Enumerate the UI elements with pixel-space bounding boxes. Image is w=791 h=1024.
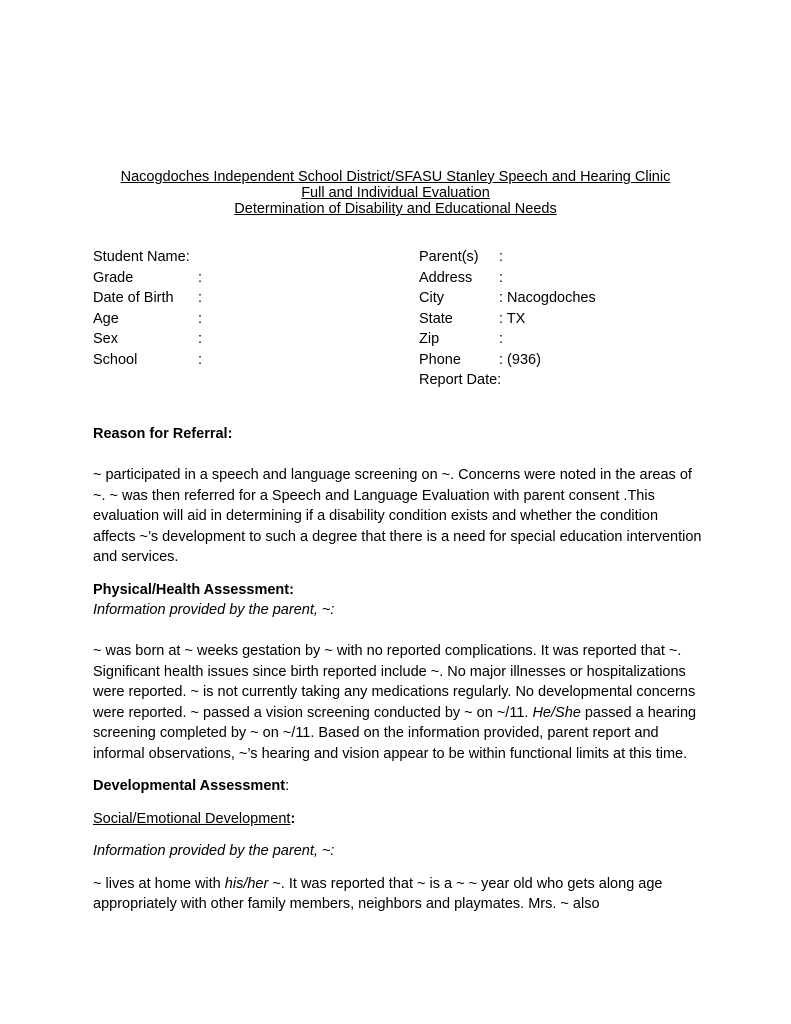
developmental-heading: Developmental Assessment	[93, 778, 286, 794]
document-header	[0, 169, 791, 217]
developmental-subheading: Information provided by the parent, ~:	[93, 843, 335, 859]
parents-value: :	[499, 249, 504, 265]
developmental-heading-line	[93, 776, 703, 797]
header-line-1: Nacogdoches Independent School District/SFASU Stanley Speech and Hearing Clinic	[120, 169, 671, 185]
social-heading: Social/Emotional Development	[93, 810, 291, 827]
address-value: :	[499, 269, 504, 286]
physical-subheading: Information provided by the parent, ~:	[93, 602, 335, 618]
developmental-paragraph	[93, 874, 703, 915]
school-colon: :	[198, 351, 203, 368]
dob-colon: :	[198, 290, 203, 306]
zip-label: Zip	[419, 331, 440, 347]
physical-text-italic: He/She	[532, 704, 581, 721]
grade-colon: :	[198, 269, 203, 286]
phone-label: Phone	[419, 351, 461, 368]
phone-value: : (936)	[499, 351, 541, 368]
grade-label: Grade	[93, 269, 134, 286]
zip-value: :	[499, 331, 504, 347]
info-row	[93, 352, 713, 372]
header-line-3: Determination of Disability and Educational Needs	[234, 201, 557, 217]
physical-paragraph	[93, 641, 703, 764]
reason-heading: Reason for Referral:	[93, 426, 233, 442]
city-value: : Nacogdoches	[499, 290, 596, 306]
document-body	[93, 424, 703, 915]
developmental-text-b: ~. It was reported that ~ is a ~ ~ year old who gets along age appropriately with other family members, neighbors and playmates. Mrs. ~ also	[93, 875, 663, 912]
state-label: State	[419, 310, 453, 327]
sex-colon: :	[198, 331, 203, 347]
physical-text-a: ~ was born at ~ weeks gestation by ~ with no reported complications. It was reported that ~. Significant health issues since birth reported include ~. No major illnesses or hospitalizations were reported. ~ is not currently taking any medications regularly. No developmental concerns were reported. ~ passed a vision screening conducted by ~ on ~/11.	[93, 643, 696, 721]
dob-label: Date of Birth	[93, 290, 174, 306]
info-row	[93, 372, 713, 392]
social-heading-line	[93, 809, 703, 830]
address-label: Address	[419, 269, 473, 286]
age-label: Age	[93, 310, 119, 327]
info-row	[93, 249, 713, 269]
info-row	[93, 290, 713, 310]
city-label: City	[419, 290, 444, 306]
parents-label: Parent(s)	[419, 249, 479, 265]
reason-paragraph: ~ participated in a speech and language screening on ~. Concerns were noted in the areas of ~. ~ was then referred for a Speech and Language Evaluation with parent consent .This evaluation will aid in determining if a disability condition exists and whether the condition affects ~’s development to such a degree that there is a need for special education intervention and services.	[93, 467, 702, 565]
physical-text-b: passed a hearing screening completed by ~ on ~/11. Based on the information provided, parent report and informal observations, ~’s hearing and vision appear to be within functional limits at this time.	[93, 704, 697, 762]
info-row	[93, 331, 713, 351]
developmental-text-a: ~ lives at home with	[93, 875, 225, 892]
info-row	[93, 311, 713, 331]
developmental-text-italic: his/her	[224, 875, 269, 892]
sex-label: Sex	[93, 331, 118, 347]
info-row	[93, 270, 713, 290]
social-heading-suffix: :	[290, 810, 296, 827]
header-line-2: Full and Individual Evaluation	[301, 185, 490, 201]
developmental-heading-suffix: :	[285, 778, 290, 794]
report-date-label: Report Date:	[419, 372, 502, 388]
school-label: School	[93, 351, 138, 368]
student-name-label: Student Name:	[93, 249, 190, 265]
state-value: : TX	[499, 310, 526, 327]
physical-heading: Physical/Health Assessment:	[93, 581, 294, 598]
age-colon: :	[198, 310, 203, 327]
